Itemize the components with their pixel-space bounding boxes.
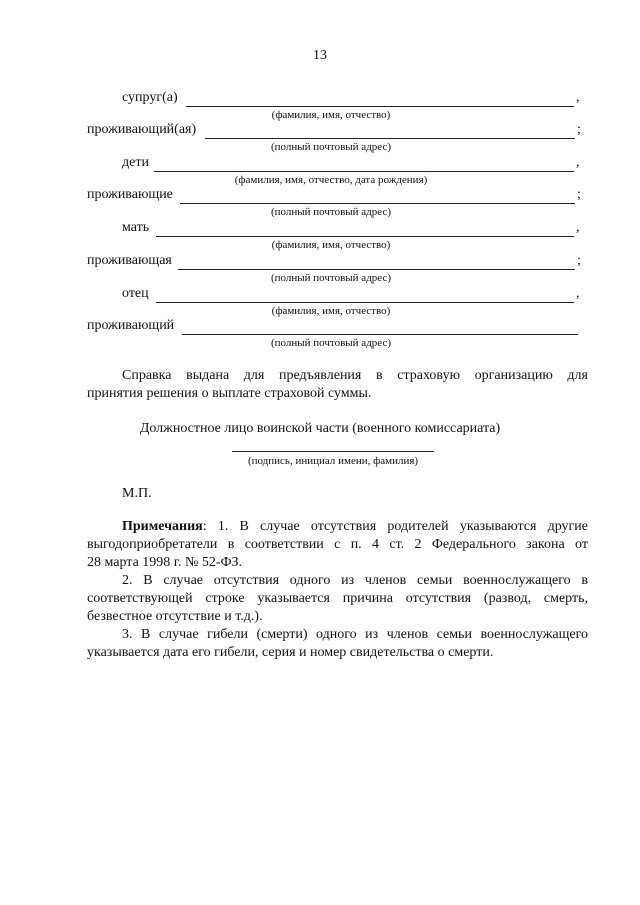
stamp-label: М.П. (122, 486, 152, 501)
field-spouse-punct: , (576, 90, 580, 105)
field-father-line[interactable] (156, 302, 574, 303)
field-mother-address-hint: (полный почтовый адрес) (270, 272, 391, 284)
field-father-punct: , (576, 286, 580, 301)
field-children-label: дети (122, 155, 149, 170)
field-father-address-line[interactable] (182, 334, 578, 335)
note-1-line-2: выгодоприобретатели в соответствии с п. 4 ст. 2 Федерального закона от (87, 537, 588, 552)
field-father-label: отец (122, 286, 149, 301)
field-spouse-address-line[interactable] (205, 138, 575, 139)
note-2-line-3: безвестное отсутствие и т.д.). (87, 609, 263, 624)
field-spouse-hint: (фамилия, имя, отчество) (271, 109, 391, 121)
note-2-line-1: 2. В случае отсутствия одного из членов семьи военнослужащего в (122, 573, 588, 588)
field-spouse-address-label: проживающий(ая) (87, 122, 197, 137)
signature-line[interactable] (232, 451, 434, 452)
official-title: Должностное лицо воинской части (военного комиссариата) (139, 421, 501, 436)
note-1-line-3: 28 марта 1998 г. № 52-ФЗ. (87, 555, 243, 570)
note-3-line-2: указывается дата его гибели, серия и номер свидетельства о смерти. (87, 645, 494, 660)
field-spouse-address-punct: ; (577, 122, 581, 137)
field-father-hint: (фамилия, имя, отчество) (271, 305, 391, 317)
field-mother-address-punct: ; (577, 253, 581, 268)
field-mother-address-label: проживающая (87, 253, 172, 268)
signature-hint: (подпись, инициал имени, фамилия) (247, 455, 419, 467)
note-1-line-1-text: : 1. В случае отсутствия родителей указываются другие (202, 519, 588, 534)
field-mother-line[interactable] (156, 236, 574, 237)
note-3-line-1: 3. В случае гибели (смерти) одного из членов семьи военнослужащего (122, 627, 588, 642)
field-mother-address-line[interactable] (178, 269, 575, 270)
field-spouse-label: супруг(а) (122, 90, 178, 105)
notes-heading: Примечания (122, 519, 203, 534)
field-father-address-label: проживающий (87, 318, 175, 333)
field-children-address-hint: (полный почтовый адрес) (270, 206, 391, 218)
field-mother-punct: , (576, 220, 580, 235)
purpose-line-1: Справка выдана для предъявления в страховую организацию для (122, 368, 588, 383)
field-children-punct: , (576, 155, 580, 170)
field-father-address-hint: (полный почтовый адрес) (270, 337, 391, 349)
field-children-address-punct: ; (577, 187, 581, 202)
field-mother-label: мать (122, 220, 150, 235)
field-children-address-line[interactable] (180, 203, 575, 204)
purpose-line-2: принятия решения о выплате страховой суммы. (87, 386, 372, 401)
field-spouse-line[interactable] (186, 106, 574, 107)
field-children-line[interactable] (154, 171, 574, 172)
page-number: 13 (313, 48, 327, 63)
field-spouse-address-hint: (полный почтовый адрес) (270, 141, 391, 153)
note-1-line-1 (122, 518, 588, 536)
note-2-line-2: соответствующей строке указывается причина отсутствия (развод, смерть, (87, 591, 588, 606)
field-children-hint: (фамилия, имя, отчество, дата рождения) (234, 174, 428, 186)
field-mother-hint: (фамилия, имя, отчество) (271, 239, 391, 251)
field-children-address-label: проживающие (87, 187, 173, 202)
